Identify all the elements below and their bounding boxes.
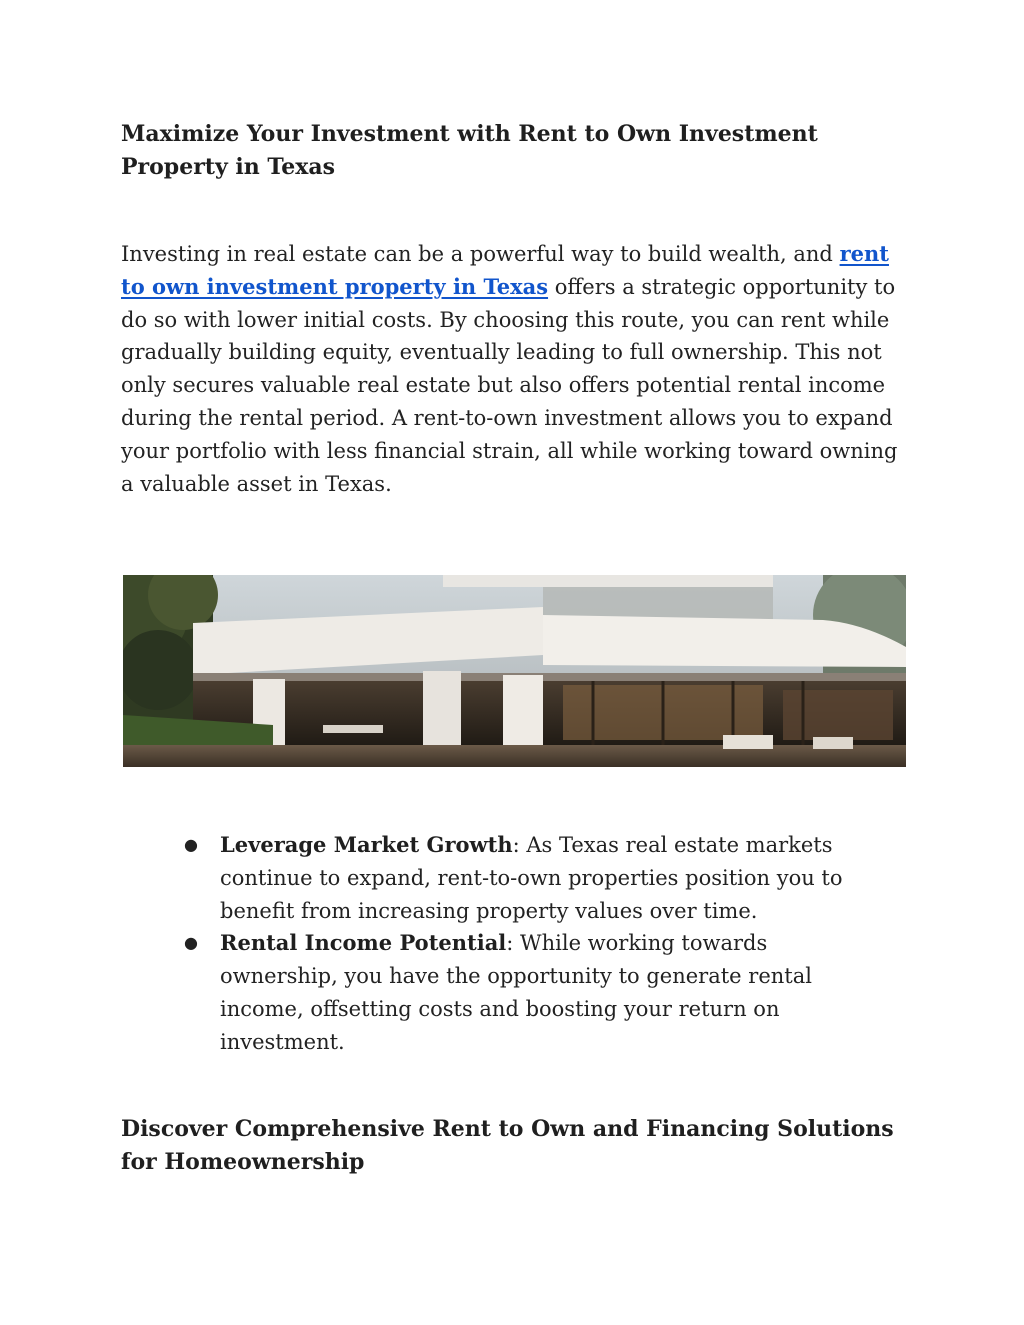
section-heading-maximize-investment: Maximize Your Investment with Rent to Own Investment Property in Texas (121, 121, 818, 180)
rent-to-own-texas-link[interactable]: rent to own investment property in Texas (121, 241, 889, 299)
modern-house-photo (123, 575, 906, 767)
bullet-icon: ● (184, 933, 198, 953)
bullet-text: : While working towards ownership, you have the opportunity to generate rental income, offsetting costs and boosting your return on investment. (220, 931, 812, 1054)
bullet-title: Leverage Market Growth (220, 832, 513, 857)
intro-text-after-link: offers a strategic opportunity to do so with lower initial costs. By choosing this route, you can rent while gradually building equity, eventually leading to full ownership. This not only secures valuable real estate but also offers potential rental income during the rental period. A rent-to-own investment allows you to expand your portfolio with less financial strain, all while working toward owning a valuable asset in Texas. (121, 274, 898, 496)
bullet-text: : As Texas real estate markets continue to expand, rent-to-own properties position you to benefit from increasing property values over time. (220, 833, 843, 923)
list-item (184, 829, 884, 927)
bullet-title: Rental Income Potential (220, 930, 507, 956)
benefits-list (184, 829, 884, 1059)
bullet-icon: ● (184, 835, 198, 854)
list-item (184, 927, 884, 1058)
intro-paragraph (121, 238, 911, 500)
section-heading-discover-solutions: Discover Comprehensive Rent to Own and Financing Solutions for Homeownership (121, 1116, 894, 1175)
intro-text-before-link: Investing in real estate can be a powerful way to build wealth, and (121, 242, 840, 266)
